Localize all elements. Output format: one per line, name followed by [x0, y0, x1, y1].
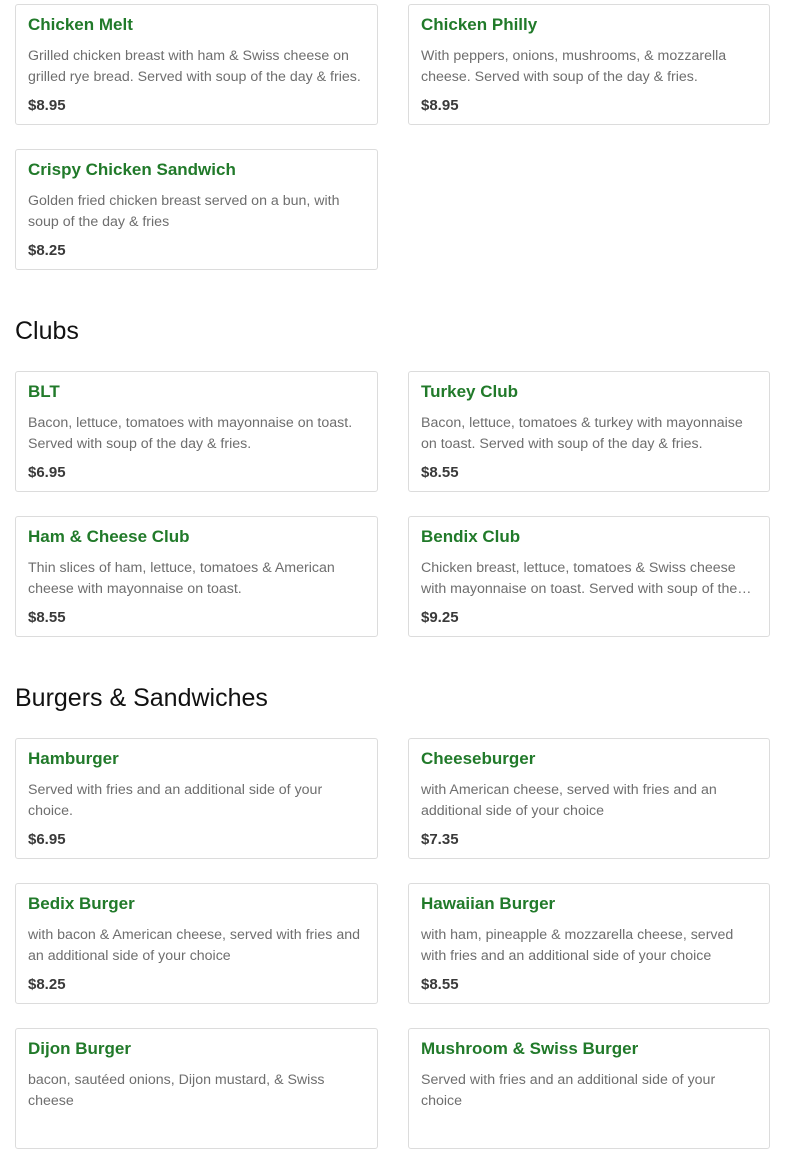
- menu-item-description: Golden fried chicken breast served on a bun, with soup of the day & fries: [28, 193, 340, 230]
- menu-item-name: Bendix Club: [421, 527, 521, 546]
- section-title-clubs: Clubs: [15, 317, 79, 345]
- menu-item-description: Bacon, lettuce, tomatoes & turkey with mayonnaise on toast. Served with soup of the day & fries.: [421, 415, 743, 452]
- menu-item-price: $8.55: [28, 609, 66, 626]
- menu-item-name: Crispy Chicken Sandwich: [28, 160, 236, 179]
- menu-item-name: Bedix Burger: [28, 894, 135, 913]
- menu-item-description: Chicken breast, lettuce, tomatoes & Swiss cheese with mayonnaise on toast. Served with soup of the: [421, 560, 738, 597]
- menu-item-card[interactable]: [15, 149, 378, 270]
- menu-item-card[interactable]: [408, 738, 770, 859]
- menu-item-description: with American cheese, served with fries and an additional side of your choice: [421, 782, 717, 819]
- menu-item-name: Mushroom & Swiss Burger: [421, 1039, 639, 1058]
- menu-item-card[interactable]: [408, 883, 770, 1004]
- menu-item-name: BLT: [28, 382, 60, 401]
- menu-item-name: Hawaiian Burger: [421, 894, 556, 913]
- menu-item-card[interactable]: [408, 516, 770, 637]
- menu-item-price: $8.55: [421, 976, 459, 993]
- menu-item-description: with ham, pineapple & mozzarella cheese, served with fries and an additional side of your choice: [421, 927, 734, 964]
- menu-item-name: Cheeseburger: [421, 749, 536, 768]
- menu-item-price: $6.95: [28, 831, 66, 848]
- menu-item-description: Bacon, lettuce, tomatoes with mayonnaise on toast. Served with soup of the day & fries.: [28, 415, 353, 452]
- menu-item-price: $8.95: [421, 97, 459, 114]
- menu-item-description: Served with fries and an additional side of your choice.: [28, 782, 323, 819]
- menu-item-price: $7.35: [421, 831, 459, 848]
- menu-item-description: Thin slices of ham, lettuce, tomatoes & American cheese with mayonnaise on toast.: [28, 560, 335, 597]
- menu-item-name: Hamburger: [28, 749, 119, 768]
- menu-item-price: $9.25: [421, 609, 459, 626]
- menu-item-card[interactable]: [408, 4, 770, 125]
- menu-item-price: $8.95: [28, 97, 66, 114]
- menu-item-name: Dijon Burger: [28, 1039, 131, 1058]
- menu-item-price: $8.25: [28, 976, 66, 993]
- menu-item-description: Grilled chicken breast with ham & Swiss cheese on grilled rye bread. Served with soup of the day & fries.: [28, 48, 361, 85]
- menu-item-description: With peppers, onions, mushrooms, & mozzarella cheese. Served with soup of the day & fries.: [421, 48, 727, 85]
- menu-item-price: $8.25: [28, 242, 66, 259]
- menu-item-name: Chicken Philly: [421, 15, 538, 34]
- menu-item-card[interactable]: [15, 738, 378, 859]
- menu-item-name: Chicken Melt: [28, 15, 133, 34]
- menu-item-card[interactable]: [15, 516, 378, 637]
- section-title-burgers-sandwiches: Burgers & Sandwiches: [15, 684, 268, 712]
- menu-item-name: Ham & Cheese Club: [28, 527, 190, 546]
- menu-item-price: $6.95: [28, 464, 66, 481]
- menu-item-description: Served with fries and an additional side of your choice: [421, 1072, 716, 1109]
- menu-item-card[interactable]: [408, 371, 770, 492]
- menu-item-name: Turkey Club: [421, 382, 518, 401]
- menu-item-description: with bacon & American cheese, served with fries and an additional side of your choice: [28, 927, 360, 964]
- menu-item-description: bacon, sautéed onions, Dijon mustard, & Swiss cheese: [28, 1072, 325, 1109]
- menu-item-card[interactable]: [15, 4, 378, 125]
- menu-item-card[interactable]: [15, 883, 378, 1004]
- menu-item-price: $8.55: [421, 464, 459, 481]
- menu-item-card[interactable]: [15, 371, 378, 492]
